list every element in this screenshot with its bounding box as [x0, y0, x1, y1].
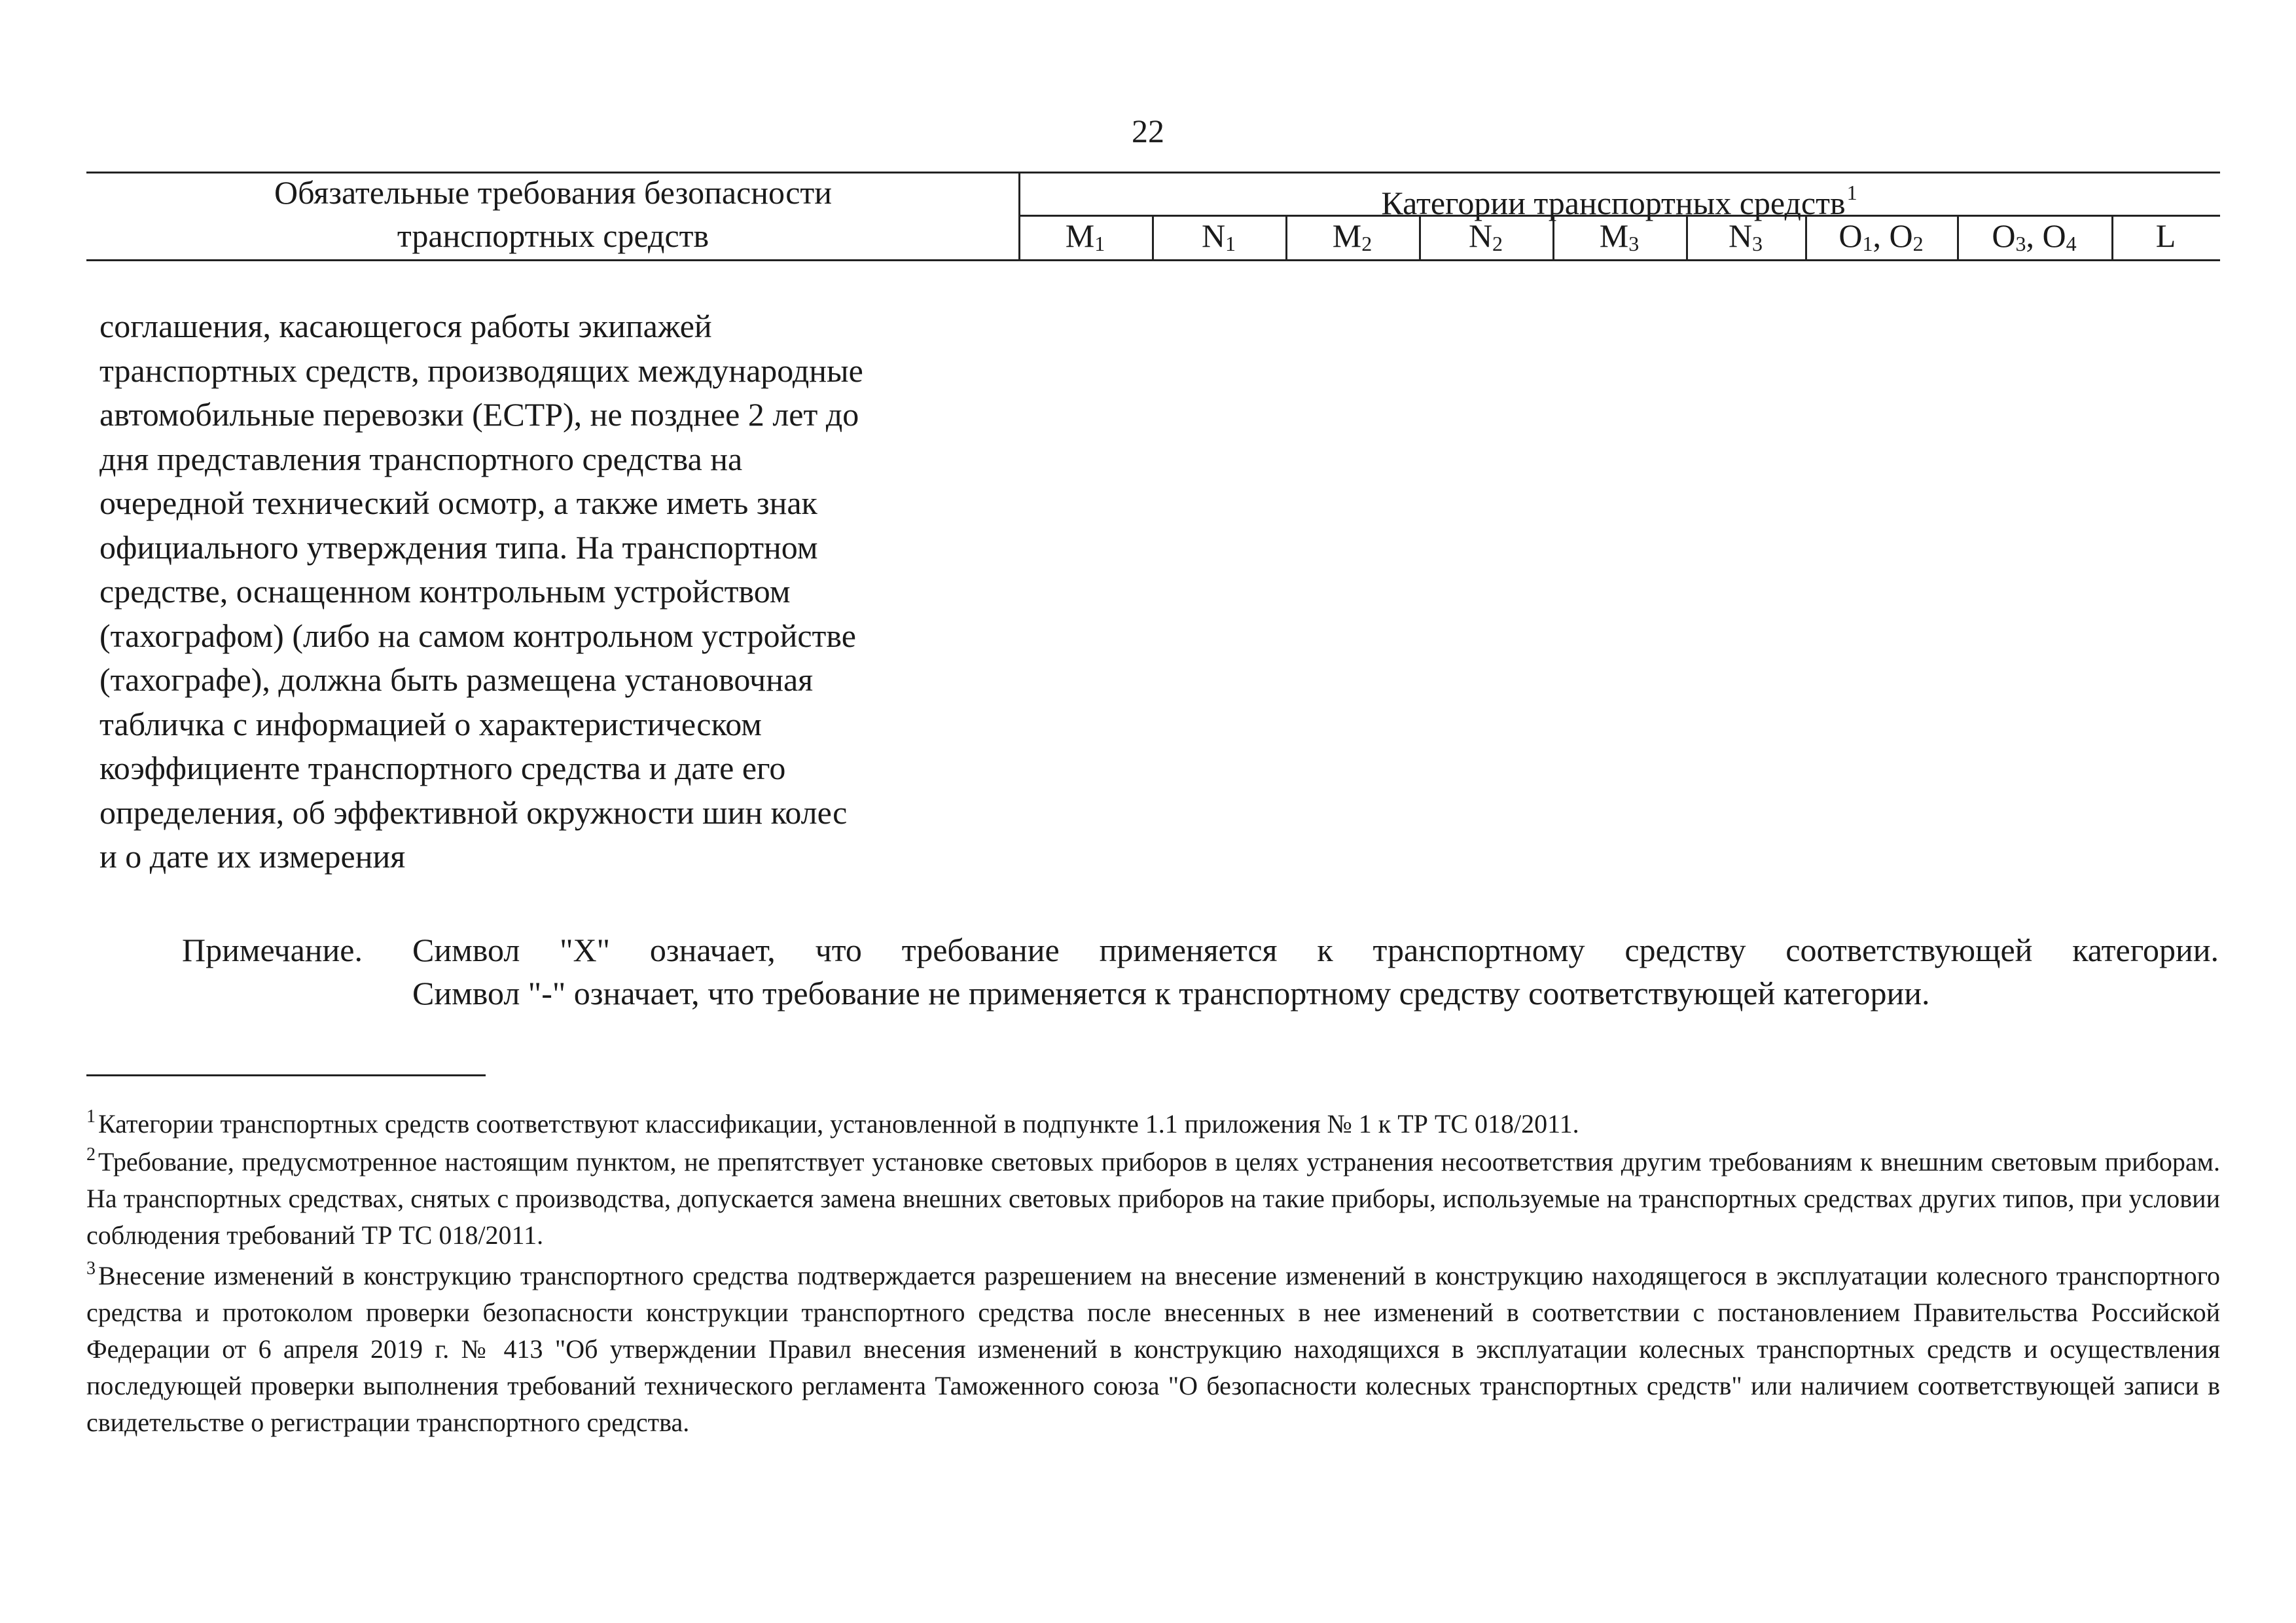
column-sub: 1	[1094, 232, 1105, 255]
column-main: M	[1065, 217, 1095, 254]
column-sub: 2	[1492, 232, 1503, 255]
footnote-text: Внесение изменений в конструкцию транспортного средства подтверждается разрешением на внесение изменений в конструкцию находящегося в эксплуатации колесного транспортного средства и протоколом проверки безопасности конструкции транспортного средства после внесенных в нее изменений в соответствии с постановлением Правительства Российской Федерации от 6 апреля 2019 г. № 413 "Об утверждении Правил внесения изменений в конструкцию находящихся в эксплуатации колесных транспортных средств и осуществления последующей проверки выполнения требований технического регламента Таможенного союза "О безопасности колесных транспортных средств" или наличием соответствующей записи в свидетельстве о регистрации транспортного средства.	[86, 1261, 2220, 1437]
footnote-text: Требование, предусмотренное настоящим пунктом, не препятствует установке световых приборов в целях устранения несоответствия другим требованиям к внешним световым приборам. На транспортных средствах, снятых с производства, допускается замена внешних световых приборов на такие приборы, используемые на транспортных средствах других типов, при условии соблюдения требований ТР ТС 018/2011.	[86, 1147, 2220, 1250]
footnote-ref-1: 1	[1846, 181, 1857, 204]
note-label: Примечание.	[182, 932, 363, 968]
column-m3	[1552, 215, 1686, 257]
requirement-text: соглашения, касающегося работы экипажей транспортных средств, производящих международные автомобильные перевозки (ЕСТР), не позднее 2 лет до дня представления транспортного средства на очередной технический осмотр, а также иметь знак официального утверждения типа. На транспортном средстве, оснащенном контрольным устройством (тахографом) (либо на самом контрольном устройстве (тахографе), должна быть размещена установочная табличка с информацией о характеристическом коэффициенте транспортного средства и дате его определения, об эффективной окружности шин колес и о дате их измерения	[99, 308, 863, 875]
requirements-header-line1: Обязательные требования безопасности	[274, 174, 833, 211]
requirements-header-line2: транспортных средств	[397, 217, 709, 254]
footnote-mark: 2	[86, 1144, 96, 1165]
footnote-3	[86, 1250, 2220, 1441]
column-sub-2: 2	[1912, 232, 1924, 255]
column-main: O	[1992, 217, 2016, 254]
footnote-mark: 1	[86, 1106, 96, 1127]
column-main: N	[1728, 217, 1753, 254]
footnote-2	[86, 1137, 2220, 1254]
column-sub: 2	[1361, 232, 1372, 255]
column-o1-o2	[1805, 215, 1957, 257]
column-sub: 1	[1225, 232, 1236, 255]
column-n3	[1686, 215, 1805, 257]
column-sub: 3	[1752, 232, 1763, 255]
column-n2	[1419, 215, 1552, 257]
footnote-text: Категории транспортных средств соответствуют классификации, установленной в подпункте 1.1 приложения № 1 к ТР ТС 018/2011.	[98, 1109, 1579, 1139]
note-line-2: Символ "-" означает, что требование не применяется к транспортному средству соответствующей категории.	[412, 975, 1930, 1012]
column-main: M	[1332, 217, 1362, 254]
column-o3-o4	[1957, 215, 2111, 257]
column-main: L	[2155, 217, 2176, 254]
column-n1	[1152, 215, 1285, 257]
categories-header-text: Категории транспортных средств	[1381, 185, 1846, 221]
column-l	[2111, 215, 2220, 257]
column-main: M	[1599, 217, 1629, 254]
column-main: N	[1468, 217, 1493, 254]
column-main: O	[1839, 217, 1863, 254]
column-main: N	[1201, 217, 1226, 254]
column-main-2: , O	[1873, 217, 1913, 254]
column-sub-2: 4	[2066, 232, 2077, 255]
footnote-mark: 3	[86, 1258, 96, 1279]
footnote-1	[86, 1099, 2296, 1142]
column-sub: 3	[2015, 232, 2026, 255]
column-sub: 1	[1862, 232, 1873, 255]
column-sub: 3	[1628, 232, 1640, 255]
column-m2	[1285, 215, 1419, 257]
column-m1	[1018, 215, 1152, 257]
note-line-1: Символ "X" означает, что требование применяется к транспортному средству соответствующей категории.	[412, 932, 2219, 968]
column-main-2: , O	[2026, 217, 2066, 254]
footnote-separator	[86, 1074, 486, 1076]
page-number: 22	[1132, 113, 1164, 149]
